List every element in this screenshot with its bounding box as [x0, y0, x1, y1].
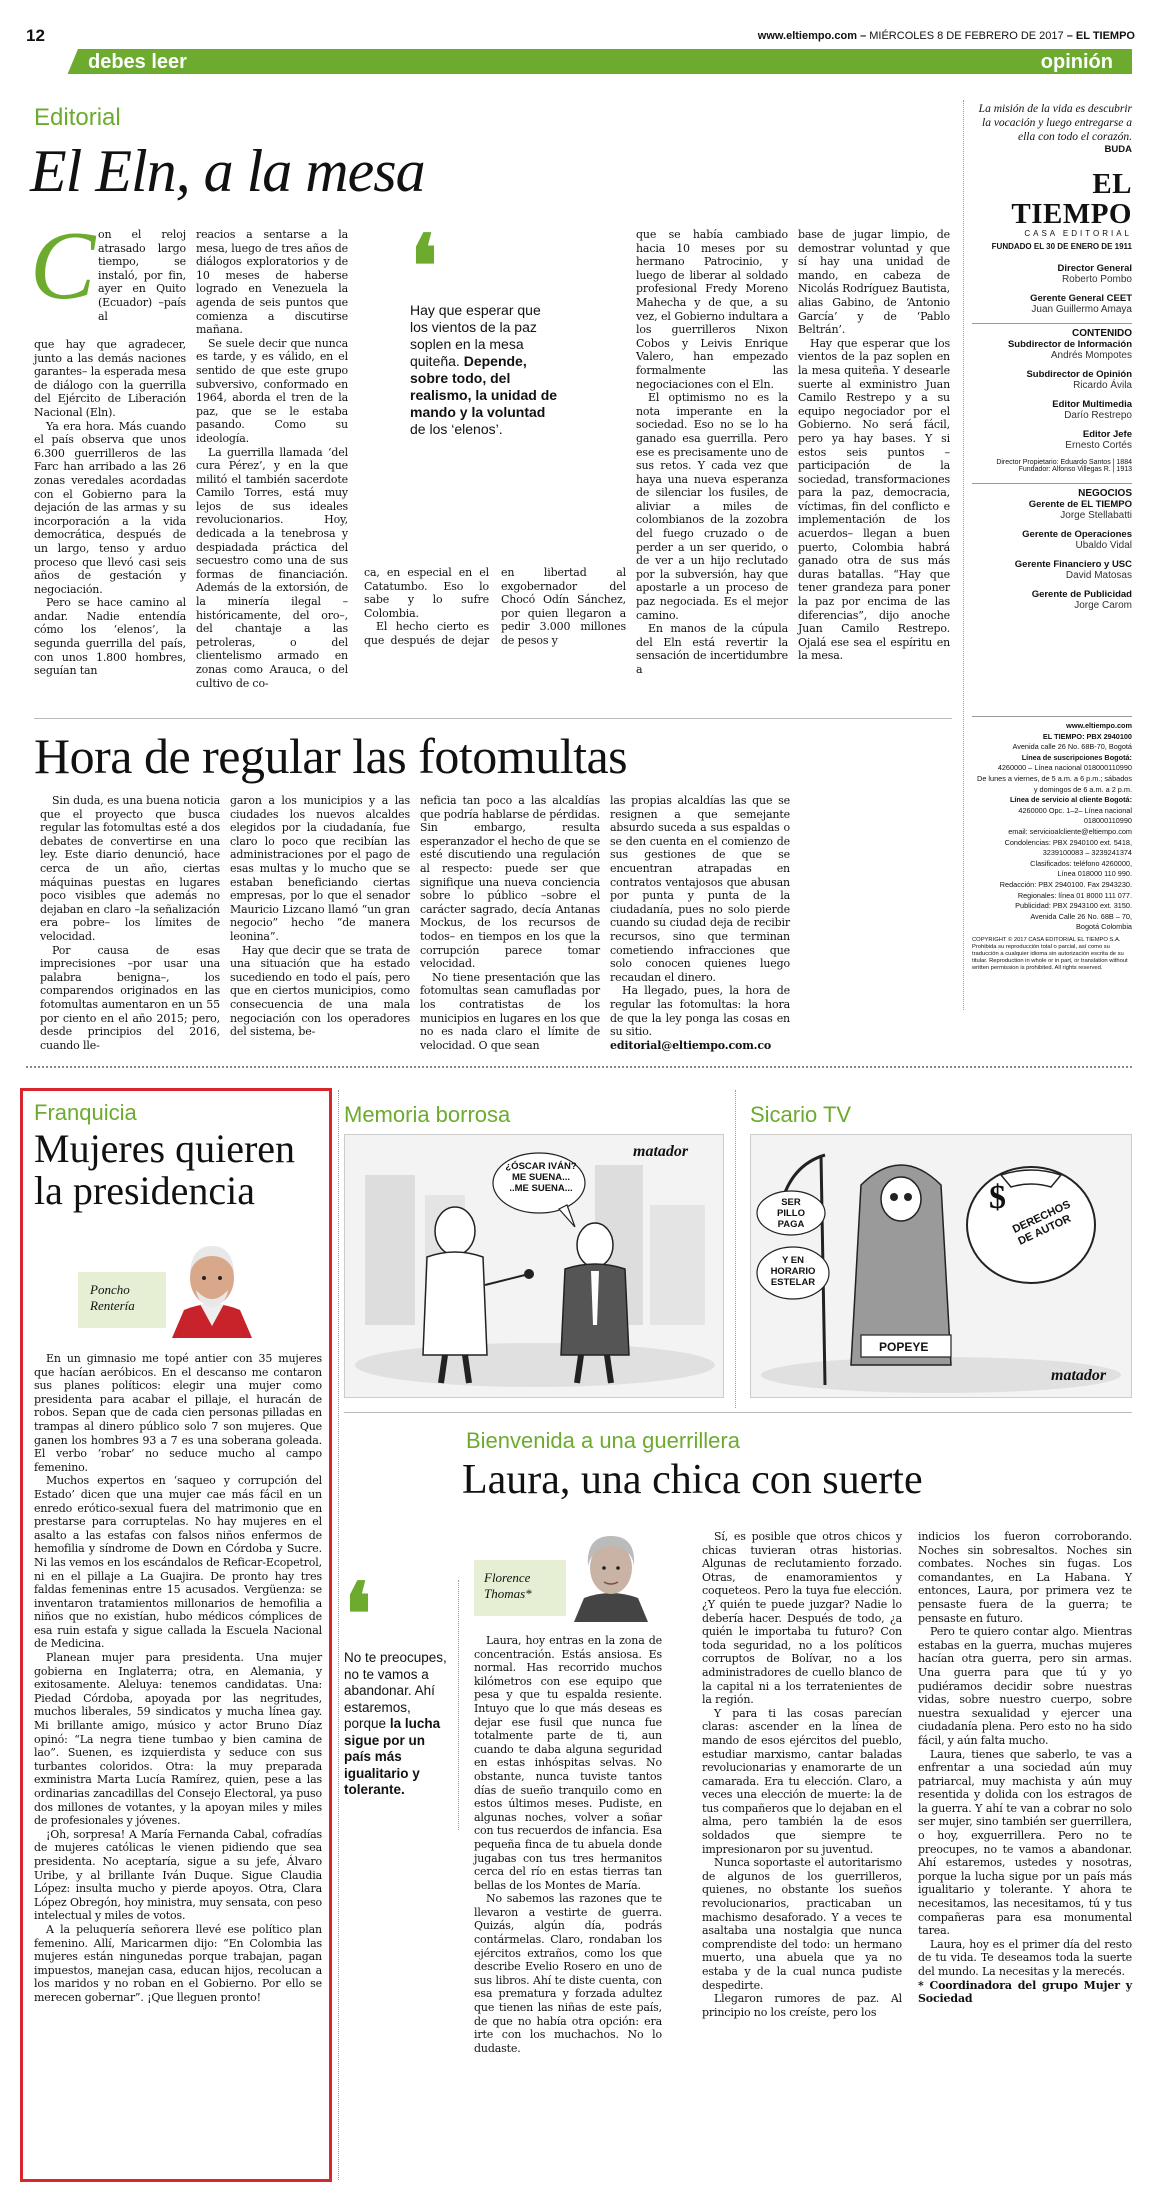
editorial-kicker: Editorial — [34, 104, 121, 131]
editorial-paragraph: Hay que esperar que los vientos de la paz soplen en la mesa quiteña. Y desearle suerte al exministro Juan Camilo Restrepo y a su equipo negociador por el Gobierno. No será fácil, pero ya hay bases. Y si estos seis puntos –participación de la sociedad, transformaciones para la paz, democracia, víctimas, fin del conflicto e implementación de los acuerdos– llegan a buen puerto, Colombia habrá ganado otra de sus más duras batallas. “Hay que tener grandeza para poner la paz por encima de las diferencias”, dijo anoche Juan Camilo Restrepo. Ojalá ese sea el espíritu en la mesa. — [798, 336, 950, 663]
fotomultas-col-3 — [420, 794, 600, 1052]
money-bag-label: DERECHOS DE AUTOR — [1010, 1198, 1073, 1248]
dateline-sep: – — [860, 30, 870, 42]
staff-name: Darío Restrepo — [1064, 410, 1132, 421]
staff-name: Ricardo Ávila — [1073, 380, 1132, 391]
author-portrait-icon — [166, 1234, 258, 1338]
laura-paragraph: Pero te quiero contar algo. Mientras estabas en la guerra, muchas mujeres hacían otra guerra, pero sin armas. Una guerra para que tú y yo pudiéramos decidir sobre nuestras vidas, sobre nuestro cuerpo, sobre nuestra sexualidad y ejercer una ciudadanía plena. Pero esto no ha sido fácil, y aún falta mucho. — [918, 1625, 1132, 1747]
editorial-paragraph: reacios a sentarse a la mesa, luego de tres años de diálogos exploratorios y de 10 meses de haberse logrado en Venezuela la agenda de seis puntos que comienza a discutirse mañana. — [196, 228, 348, 337]
fotomultas-paragraph: Ha llegado, pues, la hora de regular las fotomultas: la hora de que la ley ponga las cosas en su sitio. — [610, 984, 790, 1039]
debes-leer-label: debes leer — [88, 51, 187, 73]
laura-title: Laura, una chica con suerte — [462, 1457, 923, 1503]
fotomultas-paragraph: neficia tan poco a las alcaldías que podría hablarse de pérdidas. Sin embargo, resulta esperanzador el hecho de que se esté discutiendo una regulación al respecto: puede ser que signifique una nueva conciencia sobre lo público –sobre el carácter sagrado, decía Antanas Mockus, de los recursos de todos– en tiempos en los que la corrupción parece tomar velocidad. — [420, 794, 600, 971]
masthead — [972, 102, 1132, 619]
editorial-col-3 — [364, 566, 626, 648]
editorial-col-5 — [798, 228, 950, 663]
laura-pullquote — [344, 1564, 448, 1799]
contact-line: y domingos de 6 a.m. a 2 p.m. — [1033, 784, 1132, 794]
staff-role: Gerente Financiero y USC — [1014, 559, 1132, 570]
masthead-divider — [963, 100, 964, 1010]
pullquote-bold: Depende, sobre todo, del realismo, la unidad de mando y la voluntad — [410, 353, 558, 420]
sicario-cartoon — [750, 1134, 1132, 1398]
cartoonist-signature: matador — [633, 1143, 689, 1160]
author-name: Poncho Rentería — [90, 1282, 135, 1313]
laura-paragraph: Llegaron rumores de paz. Al principio no los creíste, pero los — [702, 1992, 902, 2019]
staff-name: Ernesto Cortés — [1065, 440, 1132, 451]
laura-paragraph: Nunca soportaste el autoritarismo de algunos de los guerrilleros, quienes, no obstante los sueños revolucionarios, practicaban un machismo desaforado. Y a veces te asaltaba una nostalgia que nunca comprendiste del todo: un hermano muerto, una abuela que ya no estaba y de la cual nunca pudiste despedirte. — [702, 1856, 902, 1992]
masthead-motto-author: BUDA — [1104, 144, 1132, 155]
contact-line: 4260000 Opc. 1–2– Línea nacional 018000110990 — [1018, 805, 1132, 826]
editorial-email[interactable]: editorial@eltiempo.com.co — [610, 1038, 772, 1052]
staff-name: David Matosas — [1065, 570, 1132, 581]
laura-paragraph: Laura, tienes que saberlo, te vas a enfrentar a una sociedad aún muy patriarcal, muy machista y aún muy resentida y dolida con los estragos de la guerra. Y ahí te van a cobrar no solo ser mujer, sino también ser guerrillera, o hoy, exguerrillera. Pero no te preocupes, no te vamos a abandonar. Ahí estaremos, ustedes y nosotras, porque la lucha sigue por un país más igualitario y tolerante. Y ahora te necesitamos, las necesitamos, tú y tus compañeras para esa monumental tarea. — [918, 1747, 1132, 1938]
contact-line: Línea 018000 110 990. — [1057, 869, 1132, 879]
pullquote-tail: de los ‘elenos’. — [410, 421, 503, 437]
author-photo — [566, 1522, 656, 1622]
contact-line: Avenida calle 26 No. 68B-70, Bogotá — [1012, 742, 1132, 752]
column-divider — [735, 1090, 736, 1408]
editorial-paragraph: Se suele decir que nunca es tarde, y es válido, en el sentido de que este grupo subversivo, conformado en 1964, aborda el tren de la paz, que se le estaba pasando. Como su ideología. — [196, 336, 348, 445]
editorial-paragraph: La guerrilla llamada ‘del cura Pérez’, y en la que militó el también sacerdote Camilo Torres, está muy lejos de sus ideales revolucionarios. Hoy, dedicada a la tenebrosa y despiadada práctica del secuestro como una de sus formas de financiación. Además de la extorsión, de la minería ilegal –históricamente, del oro–, del chantaje a las petroleras, o del clientelismo armado en zonas como Arauca, o del cultivo de co- — [196, 445, 348, 690]
fotomultas-paragraph: No tiene presentación que las fotomultas sean camufladas por los contratistas de los municipios en lugares en los que no es nada claro el límite de velocidad. O que sean — [420, 970, 600, 1052]
staff-name: Jorge Carom — [1074, 600, 1132, 611]
staff-name: Ubaldo Vidal — [1075, 540, 1132, 551]
quote-mark-icon: ❛ — [410, 216, 438, 317]
editorial-paragraph: Pero se hace camino al andar. Nadie entendía cómo los ‘elenos’, la segunda guerrilla del país, con unos 1.800 hombres, seguían tan — [34, 596, 186, 678]
franquicia-paragraph: A la peluquería señorera llevé ese político plan femenino. Allí, Maricarmen dijo: “En Colombia las mujeres están ningunedas porque trabajan, pagan impuestos, manejan casa, educan hijos, recolucan a los maridos y no roban en el Gobierno. Por ello se merecen gobernar”. ¡Que lleguen pronto! — [34, 1922, 322, 2004]
contact-line: Publicidad: PBX 2943100 ext. 3150. — [1015, 901, 1132, 911]
sicario-speech-bubble: SER PILLO PAGA — [777, 1197, 805, 1230]
page-number: 12 — [26, 26, 45, 45]
fotomultas-col-4 — [610, 794, 790, 1052]
staff-name: Roberto Pombo — [1061, 274, 1132, 285]
contact-line[interactable]: email: servicioalcliente@eltiempo.com — [1008, 826, 1132, 836]
editorial-paragraph: El hecho cierto es que después de dejar en libertad al exgobernador del Chocó Odín Sánchez, por quien llegaron a pedir 3.000 millones de pesos y — [364, 566, 626, 647]
fotomultas-col-1 — [40, 794, 220, 1052]
dateline-sep: – — [1066, 30, 1076, 42]
contact-line: Regionales: línea 01 8000 111 077. — [1017, 890, 1132, 900]
staff-role: Editor Jefe — [1082, 429, 1132, 440]
contact-line: 4260000 – Línea nacional 018000110990 — [997, 763, 1132, 773]
cartoonist-signature: matador — [1051, 1367, 1107, 1384]
column-divider — [458, 1580, 459, 1830]
fotomultas-title: Hora de regular las fotomultas — [34, 728, 628, 784]
contenido-header: CONTENIDO — [972, 323, 1132, 339]
section-rule — [344, 1412, 1132, 1413]
negocios-header: NEGOCIOS — [972, 483, 1132, 499]
owners-line: Director Propietario: Eduardo Santos | 1884 — [996, 459, 1132, 466]
pullquote-text: Hay que esperar que los vientos de la paz soplen en la mesa quiteña. — [410, 302, 541, 369]
contact-line: 3239100083 – 3239241374 — [1042, 848, 1132, 858]
laura-paragraph: Laura, hoy es el primer día del resto de tu vida. Te deseamos toda la suerte del mundo. La necesitas y la merecés. — [918, 1937, 1132, 1978]
masthead-motto: La misión de la vida es descubrir la vocación y luego entregarse a ella con todo el corazón. — [978, 103, 1132, 143]
contact-block — [972, 716, 1132, 972]
laura-footnote: * Coordinadora del grupo Mujer y Sociedad — [918, 1978, 1132, 2006]
quote-mark-icon: ❛ — [344, 1564, 372, 1665]
franquicia-paragraph: Planean mujer para presidenta. Una mujer gobierna en Inglaterra; otra, en Alemania, y exitosamente. Aleluya: tenemos candidatas. Una: Piedad Córdoba, apoyada por las negritudes, muchos liberales, 59 sindicatos y mucha línea gay. Mi brillante amigo, músico y actor Bruno Díaz opinó: “La negra tiene tumbao y bien camina de lao”. Suenen, es izquierdista y seduce con sus turbantes coloridos. Otra: la muy preparada exministra Marta Lucía Ramírez, quien, pese a las ordinarias zancadillas del Consejo Electoral, ya puso dos millones de votantes, y la apoyan miles y miles de profesionales y jóvenes. — [34, 1651, 322, 1828]
el-tiempo-logo: EL TIEMPO — [1011, 168, 1132, 230]
author-photo — [166, 1234, 258, 1338]
dollar-sign-icon: $ — [989, 1179, 1006, 1216]
editorial-paragraph: El optimismo no es la nota imperante en la sociedad. Eso no se lo ha ganado esa guerrilla. Pero ese es precisamente uno de sus retos. Y cada vez que haya una nueva esperanza de silenciar los fusiles, de aliviar a miles de colombianos de la zozobra del fuego cruzado o de perder a un ser querido, o de ver a un hijo reclutado por la subversión, hay que apostarle a un proceso de paz negociada. Es el mejor camino. — [636, 391, 788, 622]
fotomultas-paragraph: las propias alcaldías las que se resignen a que semejante absurdo suceda a sus espaldas o se den cuenta en el comienzo de sus gestiones de que se encuentran atrapadas en contratos ventajosos que abusan por punta y punta de la ciudadanía, pues no solo pierde cuando su ciudad deja de recibir recursos, sino que terminan cometiendo infracciones que solo conocen quienes luego recaudan el dinero. — [610, 794, 790, 984]
fotomultas-paragraph: garon a los municipios y a las ciudades los nuevos alcaldes elegidos por la ciudadanía, fue claro lo poco que recibían las administraciones por el pago de esas multas y lo mucho que se estaban beneficiando ciertas empresas, por lo que el senador Mauricio Lizcano llamó “un gran negocio” hecho “de manera leonina”. — [230, 794, 410, 943]
franquicia-body — [34, 1352, 322, 2005]
staff-role: Gerente de Publicidad — [1031, 589, 1132, 600]
laura-paragraph: Sí, es posible que otros chicos y chicas tuvieran otras historias. Algunas de reclutamiento forzado. Otras, de enamoramientos y coqueteos. Pero la tuya fue elección. ¿Y quién te puede juzgar? Nadie lo debería hacer. Después de todo, ¿a quién le importaba tu futuro? Con toda seguridad, no a los políticos corruptos de Bolívar, no a los administradores de cuello blanco de la capital ni a los terratenientes de la región. — [702, 1530, 902, 1707]
contact-line: Línea de suscripciones Bogotá: — [1021, 752, 1132, 762]
staff-list — [972, 263, 1132, 315]
contact-line: EL TIEMPO: PBX 2940100 — [1042, 731, 1132, 741]
drop-cap: C — [30, 212, 96, 320]
fotomultas-paragraph: Hay que decir que se trata de una situación que ha estado sucediendo en todo el país, pero que en ciertos municipios, como consecuencia de una mala negociación con los operadores del sistema, be- — [230, 943, 410, 1039]
laura-col-3 — [918, 1530, 1132, 2006]
fotomultas-paragraph: Por causa de esas imprecisiones –por usar una palabra benigna–, los comparendos originados en las fotomultas aumentaron en un 55 por ciento en el año 2015; pero, desde principios del 2016, cuando lle- — [40, 943, 220, 1052]
staff-name: Andrés Mompotes — [1050, 350, 1132, 361]
staff-name: Jorge Stellabatti — [1060, 510, 1132, 521]
contact-line: Bogotá Colombia — [1076, 922, 1132, 932]
editorial-paragraph: que hay que agradecer, junto a las demás naciones garantes– la esperada mesa de diálogo con la guerrilla del Ejército de Liberación Nacional (Eln). — [34, 338, 186, 419]
laura-paragraph: Y para ti las cosas parecían claras: ascender en la línea de mando de esos ejércitos del pueblo, estudiar marxismo, cantar baladas revolucionarias y enamorarte de un camarada. Era tu elección. Claro, a veces una elección de muerte: la de tus compañeros que lo dejaban en el alma, pero también la de esos soldados que siempre te impresionaron por su juventud. — [702, 1706, 902, 1856]
section-rule — [34, 718, 952, 719]
editorial-paragraph: que se había cambiado hacia 10 meses por su hermano Patrocinio, y luego de liberar al soldado profesional Fredy Moreno Mahecha y de que, a su vez, el Gobierno indultara a los guerrilleros Nixon Cobos y Leivis Enrique Valero, han empezado formalmente las negociaciones con el Eln. — [636, 228, 788, 391]
contact-line: Línea de servicio al cliente Bogotá: — [1009, 795, 1132, 805]
fotomultas-col-2 — [230, 794, 410, 1039]
staff-role: Gerente de EL TIEMPO — [1028, 499, 1132, 510]
staff-role: Director General — [1057, 263, 1132, 274]
staff-role: Gerente de Operaciones — [1022, 529, 1132, 540]
editorial-col-2 — [196, 228, 348, 690]
franquicia-kicker: Franquicia — [34, 1100, 137, 1125]
header-green-band — [26, 49, 1132, 74]
contact-line: Redacción: PBX 2940100. Fax 2943230. — [999, 879, 1132, 889]
franquicia-title: Mujeres quieren la presidencia — [34, 1126, 296, 1213]
memoria-kicker: Memoria borrosa — [344, 1102, 511, 1127]
staff-name: Juan Guillermo Amaya — [1031, 304, 1132, 315]
opinion-label: opinión — [1040, 51, 1113, 73]
staff-role: Gerente General CEET — [1030, 293, 1132, 304]
author-portrait-icon — [566, 1522, 656, 1622]
dateline-site[interactable]: www.eltiempo.com — [757, 30, 857, 42]
laura-col-2 — [702, 1530, 902, 2019]
fotomultas-paragraph: Sin duda, es una buena noticia que el proyecto que busca regular las fotomultas esté a dos debates de convertirse en una ley. Este diario denunció, hace cerca de un año, ciertas máquinas puestas en lugares poco visibles que además no dejaban en claro –la señalización era pobre– los límites de velocidad. — [40, 794, 220, 943]
memoria-speech-bubble: ¿ÓSCAR IVÁN? ME SUENA... ..ME SUENA... — [505, 1161, 577, 1194]
franquicia-paragraph: ¡Oh, sorpresa! A María Fernanda Cabal, cofradías de mujeres católicas le vienen pidiendo que sea presidenta. No aceptaría, sigue a su jefe, Álvaro Uribe, y al brillante Iván Duque. Sigue Claudia López: insulta mucho y pierde apoyos. Otra, Clara López Obregón, hoy ministra, muy sensata, con peso intelectual y miles de votos. — [34, 1827, 322, 1923]
owners-line: Fundador: Alfonso Villegas R. | 1913 — [1018, 466, 1132, 473]
logo-subtitle: CASA EDITORIAL — [1024, 229, 1132, 238]
contact-line[interactable]: www.eltiempo.com — [1066, 721, 1132, 730]
founded-line: FUNDADO EL 30 DE ENERO DE 1911 — [991, 242, 1132, 251]
laura-kicker: Bienvenida a una guerrillera — [466, 1428, 740, 1453]
editorial-paragraph: En manos de la cúpula del Eln está revertir la sensación de incertidumbre a — [636, 622, 788, 676]
laura-pullquote-bold: la lucha sigue por un país más igualitario y tolerante. — [344, 1716, 441, 1797]
franquicia-paragraph: Muchos expertos en ‘saqueo y corrupción del Estado’ dicen que una mujer cae más fácil en un enredo erótico-sexual fuera del matrimonio que en prestarse para corruptelas. No hay mujeres en el asalto a las estafas con falsos niños enfermos de hemofilia y síndrome de Down en Córdoba y Sucre. Ni las vemos en los escándalos de Reficar-Ecopetrol, ni en el pillaje a La Guajira. De pronto hay tres faldas femeninas entre 15 acusados. Vergüenza: se inventaron tratamientos millonarios de hemofilia a niños que no existían, hubo médicos cómplices de esa ruin estafa y sigue callada la Escuela Nacional de Medicina. — [34, 1474, 322, 1651]
editorial-col-1 — [30, 212, 186, 678]
dateline — [758, 30, 1135, 42]
dateline-date: MIÉRCOLES 8 DE FEBRERO DE 2017 — [869, 30, 1064, 42]
laura-paragraph: Laura, hoy entras en la zona de concentración. Estás ansiosa. Es normal. Has recorrido muchos kilómetros con ese equipo que pesa y que tu espalda resiente. Intuyo que lo que más deseas es dejar ese fusil que nunca fue totalmente parte de ti, aun cuando te daba alguna seguridad en estas inhóspitas selvas. No obstante, nunca tuviste tantos días de sueño tranquilo como en estos últimos meses. Pudiste, en algunas noches, volver a soñar con tus recuerdos de infancia. Esa pequeña finca de tu abuela donde jugabas con tus tres hermanitos cerca del río en estas tierras tan bellas de los Montes de María. — [474, 1634, 662, 1892]
contact-line: De lunes a viernes, de 5 a.m. a 6 p.m.; sábados — [977, 773, 1132, 783]
editorial-lead: on el reloj atrasado largo tiempo, se instaló, por fin, ayer en Quito (Ecuador) –país al — [98, 228, 186, 323]
memoria-cartoon — [344, 1134, 724, 1398]
laura-paragraph: indicios los fueron corroborando. Noches sin sobresaltos. Noches sin combates. Noches sin fugas. Los comandantes, en La Habana. Y entonces, Laura, por primera vez te pensaste fuera de la guerra; te pensaste en futuro. — [918, 1530, 1132, 1625]
contact-line: Clasificados: teléfono 4260000, — [1030, 858, 1132, 868]
author-name: Florence Thomas* — [484, 1570, 532, 1601]
laura-paragraph: No sabemos las razones que te llevaron a vestirte de guerra. Quizás, algún día, podrás contármelas. Claro, rondaban los ejércitos extraños, como los que describe Evelio Rosero en uno de sus libros. Ahí te diste cuenta, con esa prematura y forzada adultez que tienen las niñas de este país, de que no había otra opción: era irte con los muchachos. No lo dudaste. — [474, 1892, 662, 2055]
staff-role: Subdirector de Información — [1007, 339, 1132, 350]
contact-line: Avenida Calle 26 No. 68B – 70, — [1030, 911, 1132, 921]
laura-pullquote-text: No te preocupes, no te vamos a abandonar. Ahí estaremos, porque — [344, 1650, 447, 1731]
contact-line: Condolencias: PBX 2940100 ext. 5418, — [1004, 837, 1132, 847]
staff-role: Subdirector de Opinión — [1026, 369, 1132, 380]
editorial-title: El Eln, a la mesa — [30, 138, 425, 204]
editorial-col-4 — [636, 228, 788, 677]
column-divider — [338, 1090, 339, 2180]
copyright: COPYRIGHT © 2017 CASA EDITORIAL EL TIEMPO S.A. Prohibida su reproducción total o parcial, así como su traducción a cualquier idioma sin autorización escrita de su titular. Reproduction in whole or in part, or translation without written permission is prohibited. All rights reserved. — [972, 936, 1128, 971]
robe-label: POPEYE — [879, 1340, 929, 1354]
editorial-paragraph: Ya era hora. Más cuando el país observa que unos 6.300 guerrilleros de las Farc han arribado a las 26 zonas veredales acordadas con el Gobierno para la dejación de las armas y su incorporación a la vida democrática, después de un largo, tenso y arduo proceso que llevó casi seis años de gestación y negociación. — [34, 419, 186, 596]
sicario-speech-bubble: Y EN HORARIO ESTELAR — [770, 1255, 816, 1288]
section-divider-dotted — [26, 1066, 1132, 1068]
laura-col-1 — [474, 1634, 662, 2055]
editorial-paragraph: base de jugar limpio, de demostrar voluntad y que sí hay una unidad de mando, en cabeza de Nicolás Rodríguez Bautista, alias Gabino, de ‘Antonio García’ y de ‘Pablo Beltrán’. — [798, 228, 950, 337]
editorial-paragraph: ca, en especial en el Catatumbo. Eso lo sabe y lo sufre Colombia. — [364, 566, 489, 620]
staff-role: Editor Multimedia — [1052, 399, 1132, 410]
editorial-pullquote — [410, 216, 562, 438]
sicario-kicker: Sicario TV — [750, 1102, 852, 1127]
dateline-paper: EL TIEMPO — [1075, 30, 1135, 42]
franquicia-paragraph: En un gimnasio me topé antier con 35 mujeres que hacían aeróbicos. En el descanso me contaron sus planes políticos: elegir una mujer como presidenta para acabar el pillaje, el huracán de robos. Sepan que de cada cien personas pilladas en trampas al dinero público solo 7 son mujeres. Que ganen los hombres 93 a 7 es una soberana goleada. El verbo ‘robar’ no seduce mucho al campo femenino. — [34, 1352, 322, 1474]
